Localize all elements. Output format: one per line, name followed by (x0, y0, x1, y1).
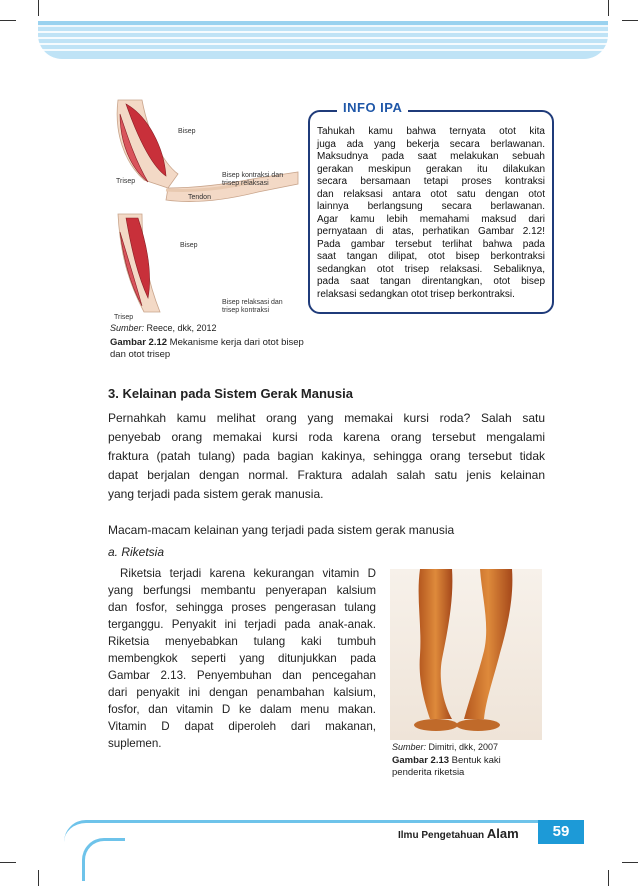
text-line: Pada gambar tersebut terlihat bahwa pada (317, 238, 545, 250)
info-title: INFO IPA (337, 100, 408, 115)
label-tendon: Tendon (188, 194, 211, 201)
fig12-source: Sumber: Reece, dkk, 2012 (110, 323, 217, 333)
crop-mark (38, 870, 39, 886)
figure-2-13 (390, 569, 542, 740)
fig12-caption: Gambar 2.12 Mekanisme kerja dari otot bisep dan otot trisep (110, 337, 304, 360)
crop-mark (622, 20, 638, 21)
text-line: lainnya berlangsung secara berlawanan. (317, 201, 545, 212)
text-line: dari penyakit ini dengan penambahan kalsium, (108, 686, 376, 699)
rickets-legs-photo (390, 569, 542, 740)
crop-mark (38, 0, 39, 16)
label-state-top-1: Bisep kontraksi dan (222, 172, 284, 179)
text-line: sedangkan otot trisep relaksasi. Sebaliknya, (317, 263, 545, 275)
text-line: Maksudnya pada saat melakukan sebuah (317, 151, 545, 162)
text-line: Pernahkah kamu melihat orang yang memakai kursi roda? Salah satu (108, 411, 545, 425)
fig13-source: Sumber: Dimitri, dkk, 2007 (392, 742, 499, 752)
book-title: Ilmu Pengetahuan Alam (398, 826, 519, 841)
label-state-top-2: trisep relaksasi (222, 180, 269, 187)
label-bisep-top: Bisep (178, 128, 196, 135)
text-line: dan fosfor, sehingga proses pengerasan tulang (108, 601, 376, 614)
text-line: Vitamin D dapat diperoleh dari makanan, (108, 720, 376, 733)
text-line: juga ada yang bekerja secara berlawanan. (317, 138, 545, 150)
text-line: suplemen. (108, 737, 162, 750)
crop-mark (0, 862, 16, 863)
text-line: pernyataan di atas, perhatikan Gambar 2.12! (317, 226, 545, 237)
label-state-bottom-1: Bisep relaksasi dan (222, 299, 283, 306)
text-line: saat tangan dilipat, otot bisep berkontraksi (317, 251, 545, 262)
info-text (317, 126, 545, 301)
text-line: terganggu. Penyakit ini terjadi pada anak-anak. (108, 618, 376, 631)
riketsia-paragraph (108, 565, 376, 752)
text-line: membengkok seperti yang ditunjukkan pada (108, 652, 376, 665)
label-trisep-bottom: Trisep (114, 314, 134, 321)
text-line: yang berfungsi membantu penyerapan kalsium (108, 584, 376, 597)
text-line: yang terjadi pada sistem gerak manusia. (108, 487, 324, 501)
text-line: relaksasi sedangkan otot trisep berkontraksi. (317, 288, 515, 300)
text-line: dan relaksasi antara otot satu dengan otot (317, 188, 545, 200)
text-line: Agar kamu lebih memahami maksud dari (317, 213, 545, 225)
crop-mark (608, 0, 609, 16)
crop-mark (0, 20, 16, 21)
text-line: penyebab orang memakai kursi roda karena orang tersebut mengalami (108, 430, 545, 444)
label-trisep-top: Trisep (116, 178, 136, 185)
intro-paragraph (108, 409, 545, 504)
text-line: pada saat tangan direntangkan, otot bisep (317, 276, 545, 287)
section-heading: 3. Kelainan pada Sistem Gerak Manusia (108, 386, 353, 401)
text-line: gerakan meskipun gerakan itu dilakukan (317, 163, 545, 175)
crop-mark (622, 862, 638, 863)
footer-curve (82, 838, 125, 881)
text-line: Riketsia menyebabkan tulang kaki tumbuh (108, 635, 376, 648)
macam-line: Macam-macam kelainan yang terjadi pada sistem gerak manusia (108, 523, 455, 537)
sub-heading-riketsia: a. Riketsia (108, 545, 165, 559)
label-state-bottom-2: trisep kontraksi (222, 307, 270, 314)
text-line: Tahukah kamu bahwa ternyata otot kita (317, 126, 545, 137)
text-line: secara bersamaan tetapi proses kontraksi (317, 176, 545, 187)
text-line: Riketsia terjadi karena kekurangan vitamin D (120, 567, 376, 580)
text-line: dapat berjalan dengan normal. Fraktura adalah salah satu jenis kelainan (108, 468, 545, 482)
label-bisep-bottom: Bisep (180, 242, 198, 249)
crop-mark (608, 870, 609, 886)
header-stripes (38, 25, 608, 51)
fig13-caption: Gambar 2.13 Bentuk kaki penderita riketsia (392, 755, 501, 778)
text-line: fosfor, dan vitamin D ke dalam menu makan. (108, 703, 376, 716)
page-number: 59 (538, 820, 584, 844)
arm-muscle-illustration (108, 92, 308, 322)
text-line: Gambar 2.13. Penyembuhan dan pencegahan (108, 669, 376, 682)
figure-2-12 (108, 92, 308, 322)
text-line: fraktura (patah tulang) pada bagian kakinya, sehingga orang tersebut tidak (108, 449, 545, 463)
